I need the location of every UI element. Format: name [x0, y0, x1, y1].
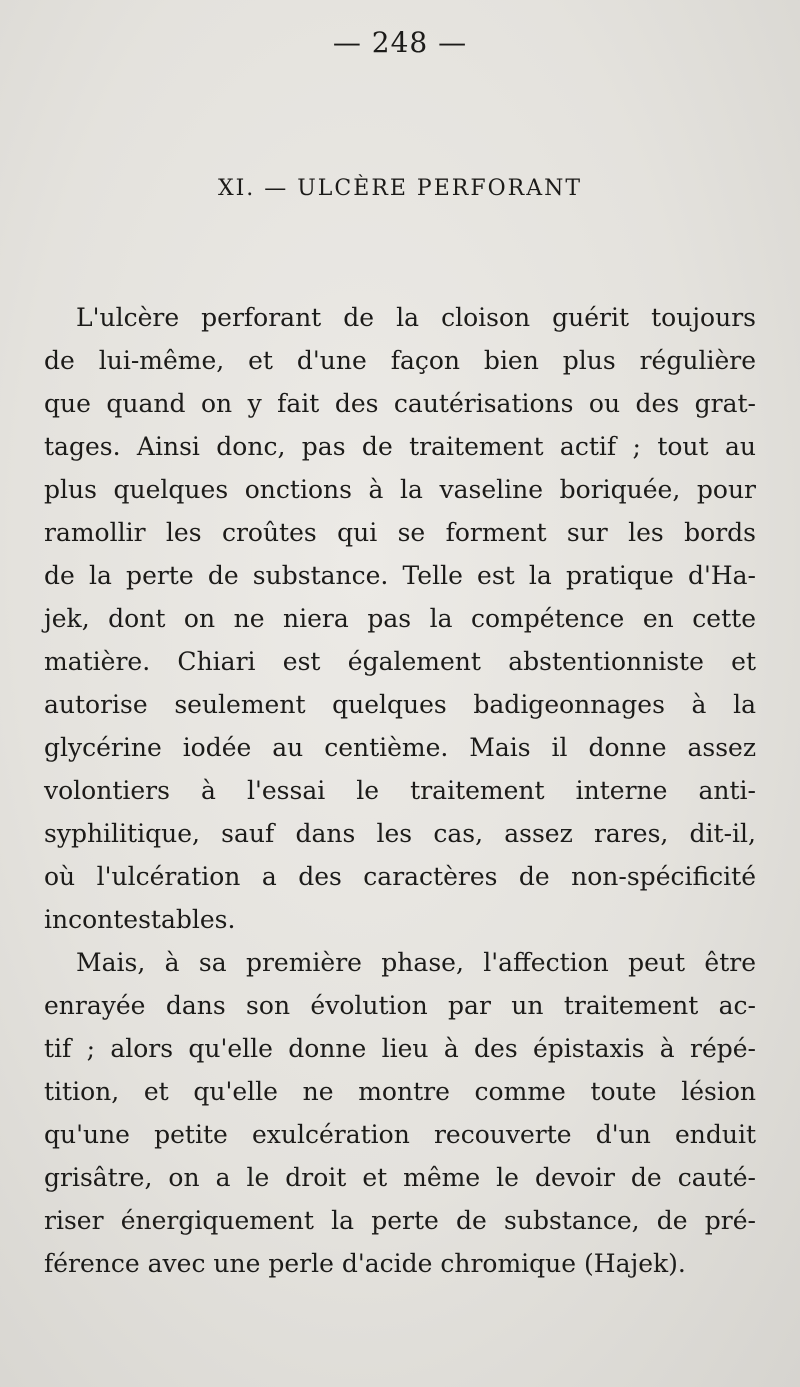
text-line: de lui-même, et d'une façon bien plus régulière [44, 346, 756, 375]
paragraph-1 [44, 296, 756, 941]
text-line: L'ulcère perforant de la cloison guérit toujours [76, 303, 756, 332]
text-line: ramollir les croûtes qui se forment sur les bords [44, 518, 756, 547]
paragraph-2 [44, 941, 756, 1285]
page-number: — 248 — [332, 26, 468, 59]
text-line: que quand on y fait des cautérisations ou des grat- [44, 389, 756, 418]
text-line: qu'une petite exulcération recouverte d'un enduit [44, 1120, 756, 1149]
text-line: grisâtre, on a le droit et même le devoir de cauté- [44, 1163, 756, 1192]
text-line: férence avec une perle d'acide chromique (Hajek). [44, 1249, 686, 1278]
chapter-title: XI. — ULCÈRE PERFORANT [217, 176, 583, 201]
text-line: tages. Ainsi donc, pas de traitement actif ; tout au [44, 432, 756, 461]
text-line: tif ; alors qu'elle donne lieu à des épistaxis à répé- [44, 1034, 756, 1063]
text-line: volontiers à l'essai le traitement interne anti- [44, 776, 756, 805]
text-line: de la perte de substance. Telle est la pratique d'Ha- [44, 561, 756, 590]
text-line: matière. Chiari est également abstentionniste et [44, 647, 756, 676]
text-line: riser énergiquement la perte de substance, de pré- [44, 1206, 756, 1235]
text-line: glycérine iodée au centième. Mais il donne assez [44, 733, 756, 762]
text-line: jek, dont on ne niera pas la compétence en cette [44, 604, 756, 633]
body-text [44, 296, 756, 1285]
text-line: Mais, à sa première phase, l'affection peut être [76, 948, 756, 977]
text-line: enrayée dans son évolution par un traitement ac- [44, 991, 756, 1020]
text-line: autorise seulement quelques badigeonnages à la [44, 690, 756, 719]
text-line: tition, et qu'elle ne montre comme toute lésion [44, 1077, 756, 1106]
text-line: syphilitique, sauf dans les cas, assez rares, dit-il, [44, 819, 756, 848]
text-line: plus quelques onctions à la vaseline boriquée, pour [44, 475, 756, 504]
text-line: incontestables. [44, 905, 236, 934]
text-line: où l'ulcération a des caractères de non-spécificité [44, 862, 756, 891]
